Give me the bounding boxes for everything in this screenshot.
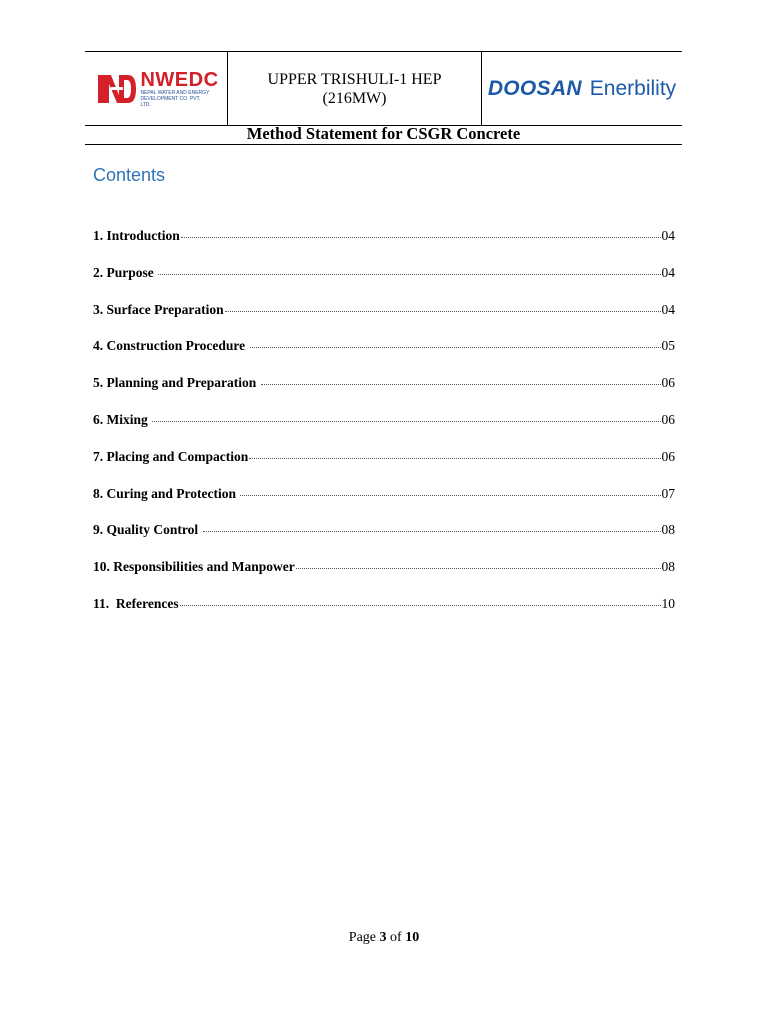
toc-entry-page: 07 [661, 485, 675, 501]
toc-entry-page: 06 [661, 411, 675, 427]
toc-leader-dots [261, 384, 661, 385]
toc-leader-dots [158, 274, 660, 275]
toc-leader-dots [240, 495, 660, 496]
header-left-cell [85, 52, 228, 125]
project-capacity: (216MW) [322, 89, 387, 107]
toc-entry-page: 08 [661, 559, 675, 575]
toc-entry[interactable] [93, 486, 675, 523]
footer-total-pages: 10 [405, 930, 420, 945]
toc-entry[interactable] [93, 559, 675, 596]
header-right-cell [482, 52, 682, 125]
toc-leader-dots [152, 421, 660, 422]
nwedc-logo [97, 70, 218, 108]
toc-entry-page: 10 [661, 595, 675, 611]
nd-logo-icon [97, 73, 137, 105]
toc-entry-label: 9. Quality Control [93, 522, 202, 538]
toc-entry-page: 04 [661, 228, 675, 243]
toc-entry[interactable] [93, 338, 675, 375]
toc-entry-label: 7. Placing and Compaction [93, 448, 249, 464]
nwedc-logo-text: NWEDC [140, 68, 219, 91]
footer-current-page: 3 [379, 930, 387, 945]
toc-entry[interactable] [93, 302, 675, 339]
toc-entry[interactable] [93, 522, 675, 559]
toc-entry-label: 11. References [93, 595, 179, 611]
toc-entry-page: 05 [661, 338, 675, 354]
toc-leader-dots [181, 237, 661, 238]
toc-entry-page: 08 [661, 522, 675, 538]
enerbility-text: Enerbility [589, 76, 677, 100]
toc-entry[interactable] [93, 228, 675, 265]
toc-entry-label: 8. Curing and Protection [93, 485, 240, 501]
nwedc-logo-subtitle: NEPAL WATER AND ENERGY DEVELOPMENT CO. PVT. LTD. [140, 89, 210, 108]
doosan-brand: DOOSAN [487, 76, 582, 100]
toc-leader-dots [249, 458, 660, 459]
document-title: Method Statement for CSGR Concrete [85, 124, 682, 145]
toc-leader-dots [225, 311, 661, 312]
toc-entry-label: 4. Construction Procedure [93, 338, 249, 354]
toc-entry[interactable] [93, 596, 675, 633]
toc-leader-dots [180, 605, 661, 606]
toc-entry[interactable] [93, 449, 675, 486]
page-footer [0, 930, 768, 946]
toc-entry-label: 5. Planning and Preparation [93, 375, 260, 391]
doosan-enerbility-logo [488, 77, 676, 101]
toc-entry-label: 2. Purpose [93, 264, 158, 280]
toc-leader-dots [296, 568, 661, 569]
toc-entry-page: 06 [661, 448, 675, 464]
toc-leader-dots [250, 347, 661, 348]
contents-heading: Contents [93, 165, 166, 185]
footer-middle: of [386, 930, 406, 945]
toc-leader-dots [203, 531, 661, 532]
toc-entry-page: 04 [661, 264, 675, 280]
toc-entry[interactable] [93, 265, 675, 302]
footer-prefix: Page [348, 930, 380, 945]
toc-entry-page: 04 [661, 301, 675, 317]
project-name: UPPER TRISHULI-1 HEP [267, 70, 442, 88]
toc-entry[interactable] [93, 412, 675, 449]
project-title-cell [228, 52, 482, 125]
toc-entry-label: 6. Mixing [93, 411, 152, 427]
toc-entry-label: 3. Surface Preparation [93, 301, 224, 317]
toc-entry-page: 06 [661, 375, 675, 391]
table-of-contents [93, 228, 675, 633]
toc-entry-label: 10. Responsibilities and Manpower [93, 559, 295, 575]
toc-entry[interactable] [93, 375, 675, 412]
document-header [85, 51, 682, 126]
toc-entry-label: 1. Introduction [93, 228, 180, 243]
